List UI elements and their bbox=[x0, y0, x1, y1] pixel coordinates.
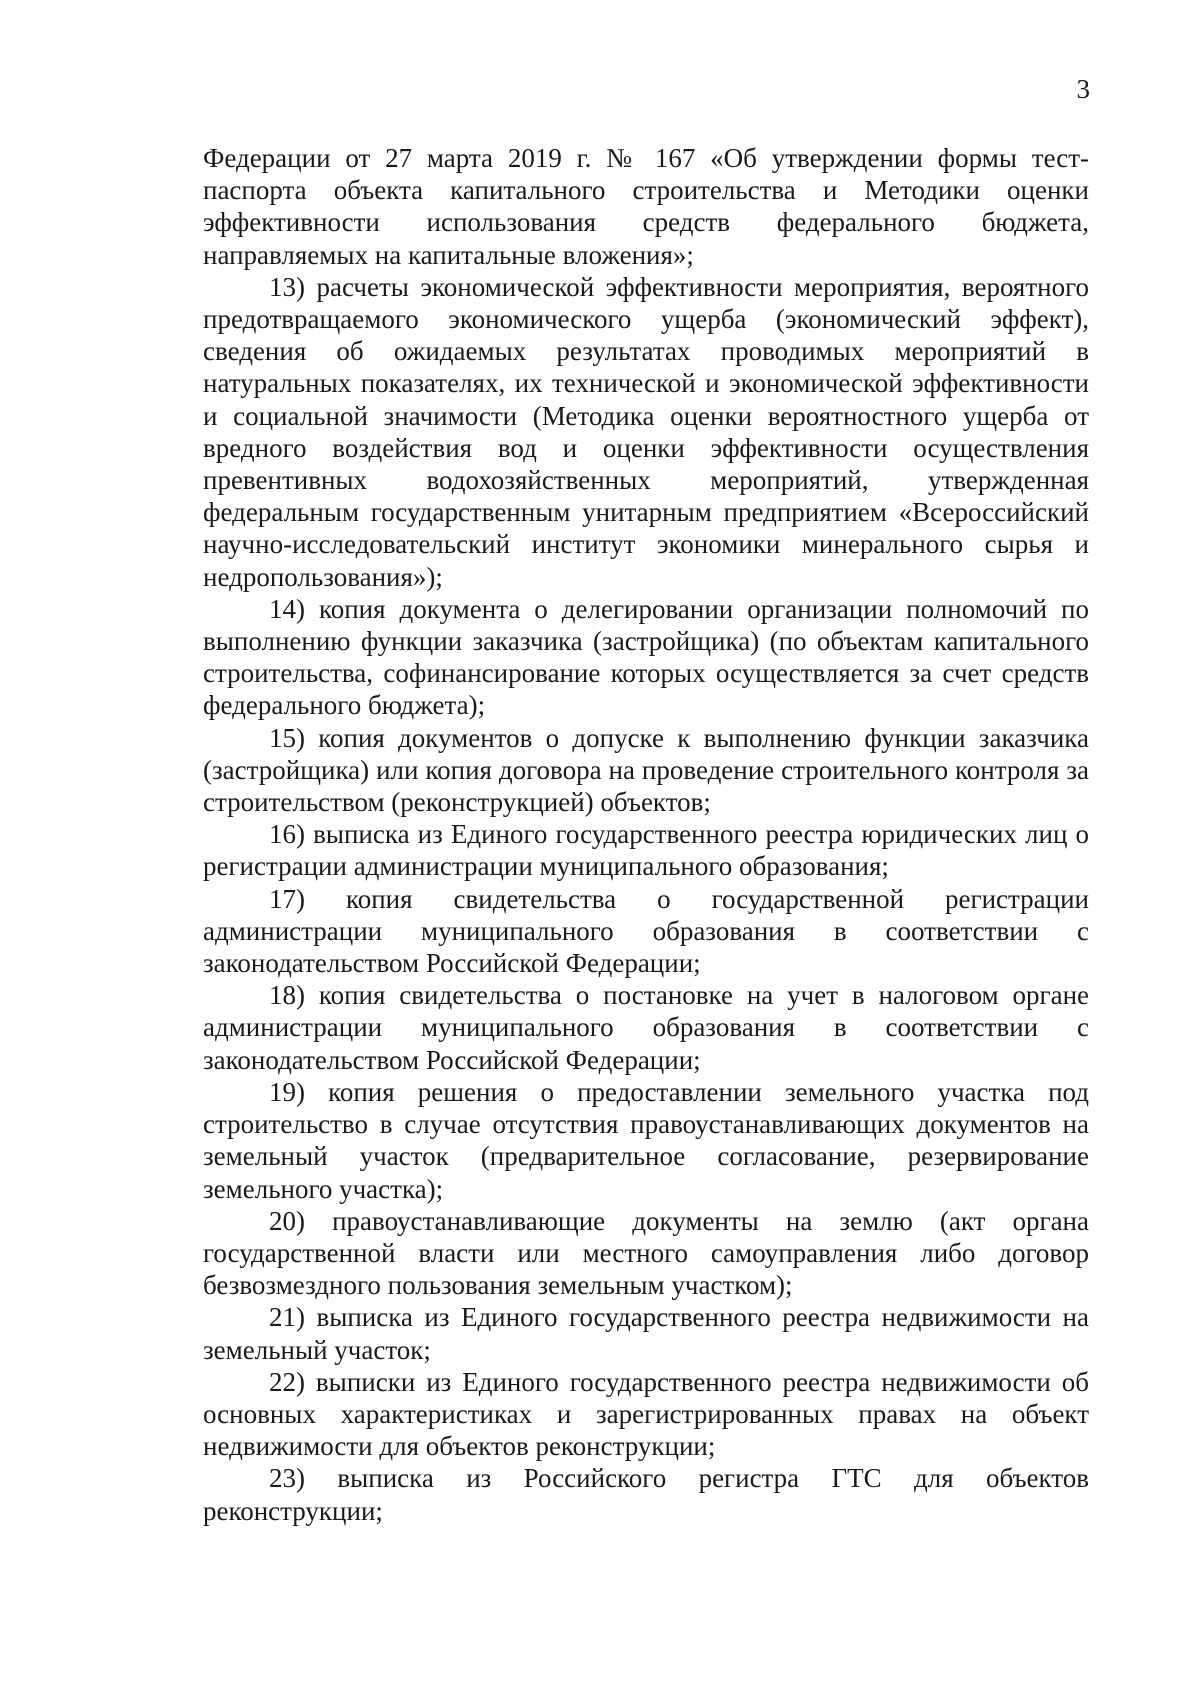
list-item-18: 18) копия свидетельства о постановке на учет в налоговом органе администрации муниципального образования в соответствии с законодательством Российской Федерации; bbox=[203, 980, 1089, 1075]
paragraph-continuation: Федерации от 27 марта 2019 г. № 167 «Об утверждении формы тест-паспорта объекта капитального строительства и Методики оценки эффективности использования средств федерального бюджета, направляемых на капитальные вложения»; bbox=[203, 143, 1089, 270]
list-item-19: 19) копия решения о предоставлении земельного участка под строительство в случае отсутствия правоустанавливающих документов на земельный участок (предварительное согласование, резервирование земельного участка); bbox=[203, 1076, 1089, 1204]
list-item-23: 23) выписка из Российского регистра ГТС для объектов реконструкции; bbox=[203, 1463, 1089, 1526]
list-item-21: 21) выписка из Единого государственного реестра недвижимости на земельный участок; bbox=[203, 1302, 1089, 1365]
list-item-20: 20) правоустанавливающие документы на землю (акт органа государственной власти или местного самоуправления либо договор безвозмездного пользования земельным участком); bbox=[203, 1205, 1089, 1301]
list-item-14: 14) копия документа о делегировании организации полномочий по выполнению функции заказчика (застройщика) (по объектам капитального строительства, софинансирование которых осуществляется за счет средств федерального бюджета); bbox=[203, 593, 1089, 721]
list-item-13: 13) расчеты экономической эффективности мероприятия, вероятного предотвращаемого экономического ущерба (экономический эффект), сведения об ожидаемых результатах проводимых мероприятий в натуральных показателях, их технической и экономической эффективности и социальной значимости (Методика оценки вероятностного ущерба от вредного воздействия вод и оценки эффективности осуществления превентивных водохозяйственных мероприятий, утвержденная федеральным государственным унитарным предприятием «Всероссийский научно-исследовательский институт экономики минерального сырья и недропользования»); bbox=[203, 271, 1089, 592]
list-item-22: 22) выписки из Единого государственного реестра недвижимости об основных характеристиках и зарегистрированных правах на объект недвижимости для объектов реконструкции; bbox=[203, 1366, 1089, 1462]
document-body bbox=[203, 142, 1089, 1527]
list-item-16: 16) выписка из Единого государственного реестра юридических лиц о регистрации администрации муниципального образования; bbox=[203, 819, 1089, 882]
list-item-17: 17) копия свидетельства о государственной регистрации администрации муниципального образования в соответствии с законодательством Российской Федерации; bbox=[203, 883, 1089, 979]
page-number: 3 bbox=[1076, 74, 1090, 104]
list-item-15: 15) копия документов о допуске к выполнению функции заказчика (застройщика) или копия договора на проведение строительного контроля за строительством (реконструкцией) объектов; bbox=[203, 722, 1089, 818]
